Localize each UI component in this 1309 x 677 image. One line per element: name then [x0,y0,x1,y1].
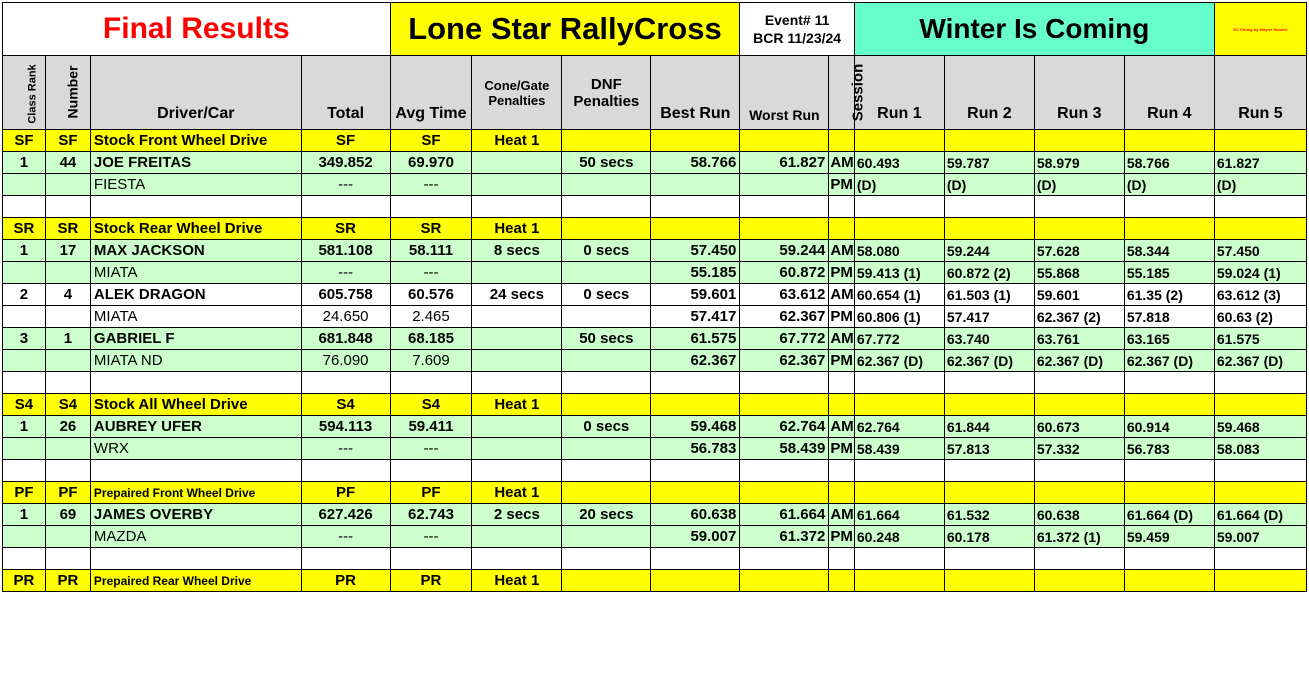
col-worst-run: Worst Run [740,56,829,130]
run-time: 60.178 [944,526,1034,548]
driver-name: JOE FREITAS [90,152,301,174]
results-table [2,2,1307,592]
run-time: 59.024 (1) [1214,262,1306,284]
run-time: 59.007 [1214,526,1306,548]
table-row [3,504,1307,526]
class-rank: 3 [3,328,46,350]
dnf-penalty: 0 secs [562,416,651,438]
theme-title: Winter Is Coming [854,3,1214,56]
dnf-penalty: 0 secs [562,284,651,306]
class-row-pr [3,570,1307,592]
class-name: Prepaired Rear Wheel Drive [90,570,301,592]
best-run: 56.783 [651,438,740,460]
avg-time: 68.185 [390,328,472,350]
run-time: 55.868 [1034,262,1124,284]
col-driver-car: Driver/Car [90,56,301,130]
class-code: SR [301,218,390,240]
run-time: 60.493 [854,152,944,174]
best-run: 61.575 [651,328,740,350]
worst-run: 62.367 [740,350,829,372]
session-label: AM [829,284,855,306]
col-dnf-line2: Penalties [573,92,640,110]
spacer-row [3,460,1307,482]
col-avg-time: Avg Time [390,56,472,130]
total-time: 594.113 [301,416,390,438]
cone-penalty: 8 secs [472,240,562,262]
total-time: 24.650 [301,306,390,328]
best-run [651,174,740,196]
col-run4: Run 4 [1124,56,1214,130]
table-row [3,350,1307,372]
session-label: PM [829,350,855,372]
run-time: 62.367 (D) [1124,350,1214,372]
banner-row [3,3,1307,56]
class-code: SF [45,130,90,152]
heat-label: Heat 1 [472,570,562,592]
run-time: 67.772 [854,328,944,350]
col-cone-gate: Cone/Gate Penalties [472,56,562,130]
table-row [3,438,1307,460]
best-run: 59.601 [651,284,740,306]
class-rank: 1 [3,416,46,438]
car-number: 26 [45,416,90,438]
class-code: PF [3,482,46,504]
car-number: 1 [45,328,90,350]
total-time: 681.848 [301,328,390,350]
best-run: 57.417 [651,306,740,328]
car-number: 17 [45,240,90,262]
run-time: (D) [1214,174,1306,196]
avg-time: 7.609 [390,350,472,372]
driver-name: ALEK DRAGON [90,284,301,306]
worst-run: 62.367 [740,306,829,328]
avg-time: 62.743 [390,504,472,526]
run-time: 59.468 [1214,416,1306,438]
run-time: 58.766 [1124,152,1214,174]
session-label: PM [829,262,855,284]
class-code: S4 [390,394,472,416]
run-time: 62.367 (D) [944,350,1034,372]
col-number: Number [45,56,90,130]
run-time: 57.417 [944,306,1034,328]
cone-penalty [472,152,562,174]
avg-time: --- [390,438,472,460]
col-total: Total [301,56,390,130]
session-label: AM [829,152,855,174]
class-name: Stock Rear Wheel Drive [90,218,301,240]
run-time: 62.367 (2) [1034,306,1124,328]
table-row [3,416,1307,438]
best-run: 62.367 [651,350,740,372]
car-model: MAZDA [90,526,301,548]
run-time: (D) [1034,174,1124,196]
run-time: 59.787 [944,152,1034,174]
col-run5: Run 5 [1214,56,1306,130]
car-model: WRX [90,438,301,460]
run-time: 58.979 [1034,152,1124,174]
dnf-penalty: 50 secs [562,152,651,174]
run-time: 59.459 [1124,526,1214,548]
total-time: 76.090 [301,350,390,372]
avg-time: 2.465 [390,306,472,328]
worst-run: 67.772 [740,328,829,350]
class-code: SF [3,130,46,152]
col-best-run: Best Run [651,56,740,130]
class-rank: 1 [3,152,46,174]
session-label: PM [829,526,855,548]
total-time: 581.108 [301,240,390,262]
run-time: 63.761 [1034,328,1124,350]
avg-time: --- [390,262,472,284]
class-code: SR [390,218,472,240]
worst-run: 62.764 [740,416,829,438]
run-time: 55.185 [1124,262,1214,284]
car-model: MIATA [90,262,301,284]
run-time: 58.439 [854,438,944,460]
class-code: PR [45,570,90,592]
class-name: Stock All Wheel Drive [90,394,301,416]
run-time: 61.503 (1) [944,284,1034,306]
best-run: 58.766 [651,152,740,174]
driver-name: MAX JACKSON [90,240,301,262]
run-time: 63.165 [1124,328,1214,350]
class-row-pf [3,482,1307,504]
col-dnf [562,56,651,130]
run-time: 63.740 [944,328,1034,350]
run-time: 56.783 [1124,438,1214,460]
run-time: 59.601 [1034,284,1124,306]
run-time: 58.083 [1214,438,1306,460]
run-time: 61.844 [944,416,1034,438]
class-code: S4 [301,394,390,416]
session-label: AM [829,416,855,438]
spacer-row [3,196,1307,218]
table-row [3,174,1307,196]
run-time: 61.372 (1) [1034,526,1124,548]
worst-run: 61.664 [740,504,829,526]
org-title: Lone Star RallyCross [390,3,740,56]
class-code: SR [45,218,90,240]
class-code: S4 [3,394,46,416]
class-rank: 1 [3,504,46,526]
table-row [3,526,1307,548]
run-time: 61.575 [1214,328,1306,350]
class-row-sr [3,218,1307,240]
col-dnf-line1: DNF [590,75,622,93]
class-code: SF [390,130,472,152]
run-time: 60.806 (1) [854,306,944,328]
session-label: AM [829,504,855,526]
avg-time: 60.576 [390,284,472,306]
run-time: 60.638 [1034,504,1124,526]
run-time: 60.654 (1) [854,284,944,306]
run-time: 57.450 [1214,240,1306,262]
col-run2: Run 2 [944,56,1034,130]
total-time: --- [301,526,390,548]
car-number: 44 [45,152,90,174]
total-time: --- [301,438,390,460]
worst-run: 60.872 [740,262,829,284]
run-time: 57.332 [1034,438,1124,460]
run-time: 59.413 (1) [854,262,944,284]
dnf-penalty: 50 secs [562,328,651,350]
car-model: MIATA [90,306,301,328]
col-session: Session [829,56,855,130]
class-code: PF [45,482,90,504]
run-time: 58.344 [1124,240,1214,262]
cone-penalty: 24 secs [472,284,562,306]
event-info [740,3,855,56]
run-time: 61.532 [944,504,1034,526]
session-label: AM [829,240,855,262]
run-time: 57.813 [944,438,1034,460]
class-code: S4 [45,394,90,416]
class-code: PR [301,570,390,592]
car-model: MIATA ND [90,350,301,372]
run-time: 60.63 (2) [1214,306,1306,328]
driver-name: JAMES OVERBY [90,504,301,526]
total-time: 349.852 [301,152,390,174]
cone-penalty [472,416,562,438]
total-time: --- [301,174,390,196]
final-results-title: Final Results [3,3,391,56]
header-row [3,56,1307,130]
class-name: Prepaired Front Wheel Drive [90,482,301,504]
cone-penalty: 2 secs [472,504,562,526]
class-code: PF [390,482,472,504]
run-time: 60.914 [1124,416,1214,438]
table-row [3,152,1307,174]
run-time: 60.673 [1034,416,1124,438]
run-time: (D) [1124,174,1214,196]
col-run3: Run 3 [1034,56,1124,130]
run-time: 58.080 [854,240,944,262]
class-name: Stock Front Wheel Drive [90,130,301,152]
avg-time: 59.411 [390,416,472,438]
run-time: 62.367 (D) [1034,350,1124,372]
class-rank: 1 [3,240,46,262]
total-time: 605.758 [301,284,390,306]
class-row-sf [3,130,1307,152]
heat-label: Heat 1 [472,218,562,240]
spacer-row [3,372,1307,394]
class-rank: 2 [3,284,46,306]
class-code: PF [301,482,390,504]
table-row [3,240,1307,262]
table-row [3,262,1307,284]
run-time: (D) [944,174,1034,196]
run-time: 61.35 (2) [1124,284,1214,306]
run-time: 57.818 [1124,306,1214,328]
driver-name: GABRIEL F [90,328,301,350]
heat-label: Heat 1 [472,130,562,152]
run-time: 57.628 [1034,240,1124,262]
cone-penalty [472,328,562,350]
run-time: 62.367 (D) [1214,350,1306,372]
table-row [3,284,1307,306]
dnf-penalty: 0 secs [562,240,651,262]
worst-run: 59.244 [740,240,829,262]
run-time: 61.664 (D) [1124,504,1214,526]
best-run: 59.007 [651,526,740,548]
class-row-s4 [3,394,1307,416]
run-time: 60.872 (2) [944,262,1034,284]
run-time: 60.248 [854,526,944,548]
spacer-row [3,548,1307,570]
session-label: PM [829,438,855,460]
heat-label: Heat 1 [472,394,562,416]
total-time: 627.426 [301,504,390,526]
worst-run [740,174,829,196]
avg-time: 69.970 [390,152,472,174]
col-class-rank: Class Rank [3,56,46,130]
session-label: PM [829,306,855,328]
class-code: PR [3,570,46,592]
avg-time: --- [390,174,472,196]
class-code: SR [3,218,46,240]
run-time: 62.367 (D) [854,350,944,372]
run-time: 59.244 [944,240,1034,262]
col-run1: Run 1 [854,56,944,130]
avg-time: --- [390,526,472,548]
run-time: 62.764 [854,416,944,438]
worst-run: 63.612 [740,284,829,306]
run-time: 61.664 [854,504,944,526]
session-label: AM [829,328,855,350]
run-time: 61.827 [1214,152,1306,174]
avg-time: 58.111 [390,240,472,262]
session-label: PM [829,174,855,196]
driver-name: AUBREY UFER [90,416,301,438]
car-model: FIESTA [90,174,301,196]
worst-run: 61.827 [740,152,829,174]
class-code: PR [390,570,472,592]
heat-label: Heat 1 [472,482,562,504]
table-row [3,306,1307,328]
dnf-penalty: 20 secs [562,504,651,526]
best-run: 57.450 [651,240,740,262]
class-code: SF [301,130,390,152]
event-number: Event# 11 [764,12,830,28]
best-run: 60.638 [651,504,740,526]
run-time: 63.612 (3) [1214,284,1306,306]
car-number: 69 [45,504,90,526]
worst-run: 61.372 [740,526,829,548]
worst-run: 58.439 [740,438,829,460]
timing-credit: EZ Timing by Wayne Stockel [1214,3,1306,56]
run-time: (D) [854,174,944,196]
table-row [3,328,1307,350]
car-number: 4 [45,284,90,306]
event-date: BCR 11/23/24 [753,30,842,46]
best-run: 59.468 [651,416,740,438]
run-time: 61.664 (D) [1214,504,1306,526]
total-time: --- [301,262,390,284]
best-run: 55.185 [651,262,740,284]
